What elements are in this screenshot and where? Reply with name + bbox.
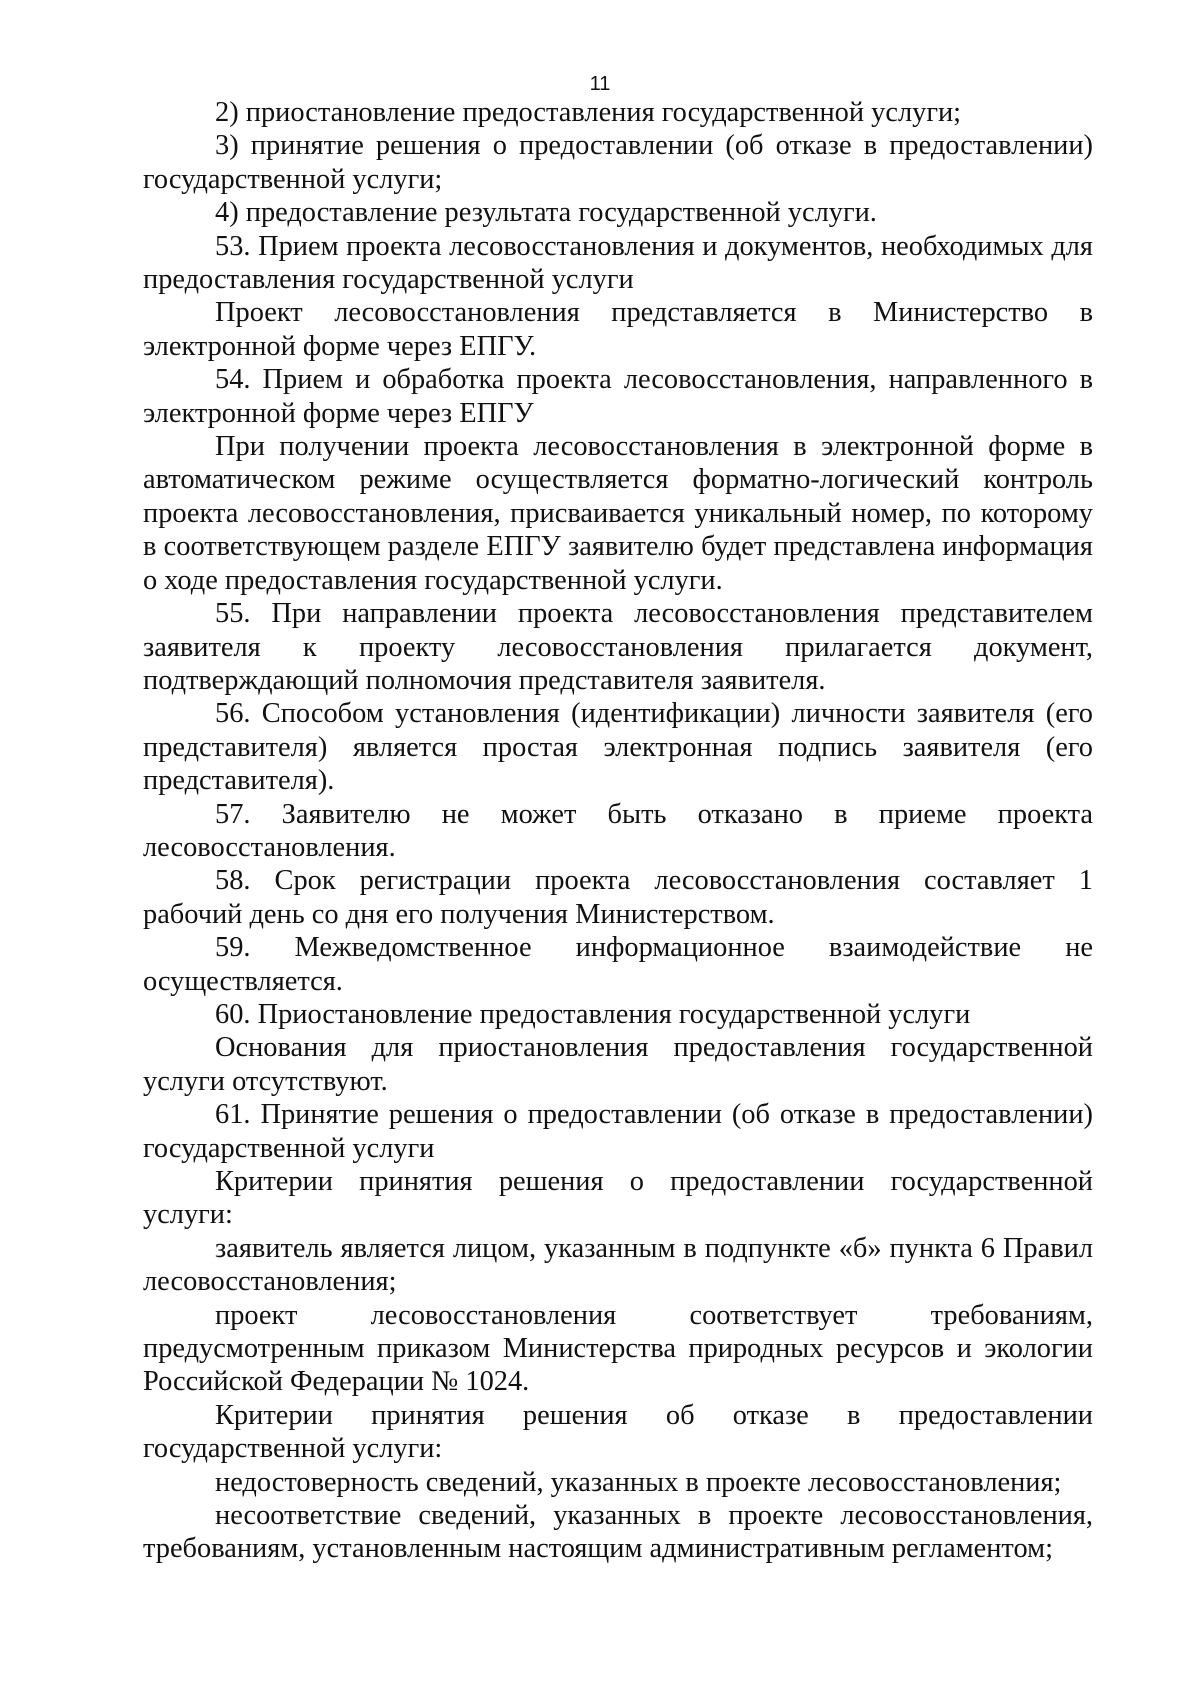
paragraph: Критерии принятия решения о предоставлении государственной услуги: bbox=[143, 1166, 1093, 1231]
section-heading: 54. Прием и обработка проекта лесовосстановления, направленного в электронной форме через ЕПГУ bbox=[143, 364, 1093, 429]
criteria-item: недостоверность сведений, указанных в проекте лесовосстановления; bbox=[215, 1466, 1062, 1498]
paragraph: 2) приостановление предоставления государственной услуги; bbox=[215, 97, 962, 128]
paragraph: 59. Межведомственное информационное взаимодействие не осуществляется. bbox=[143, 932, 1093, 997]
paragraph: 3) принятие решения о предоставлении (об отказе в предоставлении) государственной услуги; bbox=[143, 130, 1093, 195]
paragraph: 57. Заявителю не может быть отказано в приеме проекта лесовосстановления. bbox=[143, 798, 1093, 863]
paragraph: Проект лесовосстановления представляется в Министерство в электронной форме через ЕПГУ. bbox=[143, 297, 1093, 362]
paragraph: Основания для приостановления предоставления государственной услуги отсутствуют. bbox=[143, 1032, 1093, 1097]
section-heading: 60. Приостановление предоставления государственной услуги bbox=[215, 998, 971, 1030]
document-body bbox=[143, 96, 1093, 1566]
paragraph: 56. Способом установления (идентификации) личности заявителя (его представителя) является простая электронная подпись заявителя (его представителя). bbox=[143, 698, 1093, 797]
paragraph: 58. Срок регистрации проекта лесовосстановления составляет 1 рабочий день со дня его получения Министерством. bbox=[143, 865, 1093, 930]
criteria-item: заявитель является лицом, указанным в подпункте «б» пункта 6 Правил лесовосстановления; bbox=[143, 1232, 1093, 1298]
paragraph: 4) предоставление результата государственной услуги. bbox=[215, 197, 877, 229]
paragraph: При получении проекта лесовосстановления в электронной форме в автоматическом режиме осуществляется форматно-логический контроль проекта лесовосстановления, присваивается уникальный номер, по которому в соответствующем разделе ЕПГУ заявителю будет представлена информация о ходе предоставления государственной услуги. bbox=[143, 431, 1093, 596]
section-heading: 61. Принятие решения о предоставлении (об отказе в предоставлении) государственной услуги bbox=[143, 1099, 1093, 1164]
section-heading: 53. Прием проекта лесовосстановления и документов, необходимых для предоставления государственной услуги bbox=[143, 230, 1093, 296]
criteria-item: проект лесовосстановления соответствует требованиям, предусмотренным приказом Министерства природных ресурсов и экологии Российской Федерации № 1024. bbox=[143, 1299, 1093, 1398]
page-number: 11 bbox=[589, 73, 611, 95]
criteria-item: несоответствие сведений, указанных в проекте лесовосстановления, требованиям, установленным настоящим административным регламентом; bbox=[143, 1500, 1093, 1565]
paragraph: Критерии принятия решения об отказе в предоставлении государственной услуги: bbox=[143, 1399, 1093, 1465]
paragraph: 55. При направлении проекта лесовосстановления представителем заявителя к проекту лесовосстановления прилагается документ, подтверждающий полномочия представителя заявителя. bbox=[143, 598, 1093, 696]
